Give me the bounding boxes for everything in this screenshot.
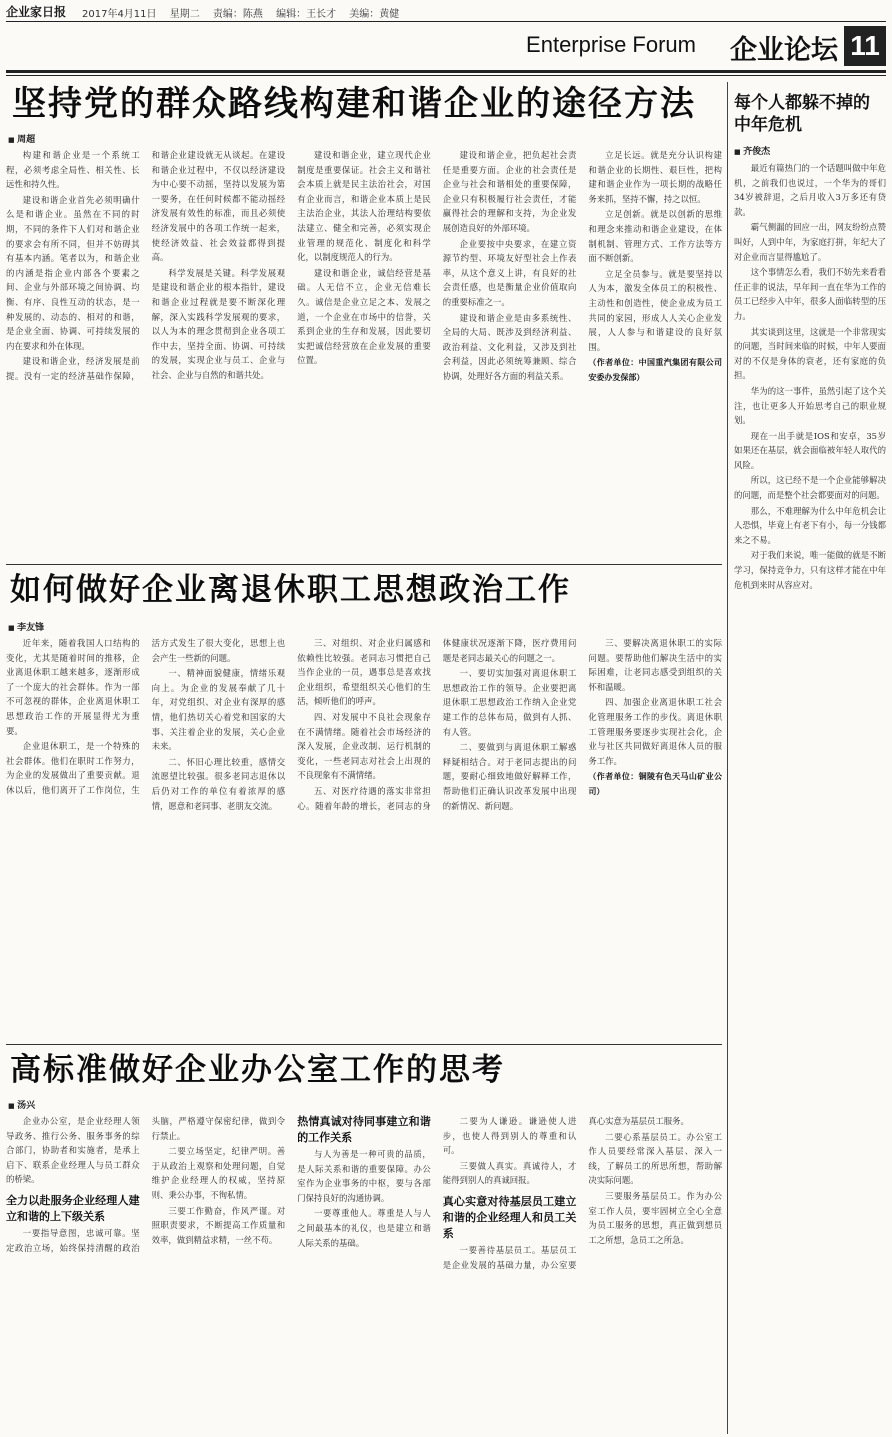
paragraph: 建设和谐企业，建立现代企业制度是重要保证。社会主义和谐社会本质上就是民主法治社会，对国有企业而言，和谐企业本质上是民主法治企业，其法人治理结构要依法建立、健全和完善，必须实现企业管理的规范化、制度化和科学化，以制度规范人的行为。 bbox=[297, 150, 431, 263]
paragraph: 建设和谐企业，经济发展是前提。没有一定的经济基础作保障，和谐企业建设就无从谈起。在建设和谐企业过程中，不仅以经济建设为中心要不动摇，坚持以发展为第一要务，在任何时候都不能动摇经济发展有效性的标准，而且必须使经济发展中的各项工作统一起来，使经济效益、社会效益都得到提高。 bbox=[6, 150, 286, 381]
issue-date: 2017年4月11日 bbox=[82, 9, 157, 20]
paragraph: 这个事情怎么看，我们不妨先来看看任正非的说法，早年间一直在华为工作的员工已经步入中年，很多人面临转型的压力。 bbox=[734, 267, 886, 321]
page-number: 11 bbox=[844, 26, 886, 66]
paragraph: 一要善待基层员工。基层员工是企业发展的基础力量，办公室要真心实意为基层员工服务。 bbox=[442, 1116, 689, 1270]
article-body bbox=[734, 161, 886, 593]
article-body bbox=[6, 636, 722, 1036]
typeset-label: 编辑：王长才 bbox=[276, 9, 337, 20]
article-office-work bbox=[6, 1050, 722, 1435]
paragraph: 霸气侧漏的回应一出，网友纷纷点赞叫好，人到中年，为家庭打拼，年纪大了对企业而言显得尴尬了。 bbox=[734, 222, 886, 262]
section-rule bbox=[6, 70, 886, 73]
paragraph: 科学发展是关键。科学发展观是建设和谐企业的根本指针，建设和谐企业过程就是要不断深化理解，深入实践科学发展观的要求，以人为本的理念贯彻到企业各项工作中去，坚持全面、协调、可持续的发展，实现企业与员工、企业与社会、企业与自然的和谐共处。 bbox=[151, 267, 286, 380]
section-title-chinese: 企业论坛 bbox=[730, 35, 838, 66]
paragraph: 企业办公室，是企业经理人领导政务、推行公务、服务事务的综合部门，协助者和实施者，是承上启下、联系企业经理人与员工群众的桥梁。 bbox=[6, 1116, 140, 1185]
paragraph: 三要做人真实。真诚待人，才能得到别人的真诚回报。 bbox=[442, 1160, 577, 1186]
article-body bbox=[6, 1114, 722, 1435]
article-headline: 如何做好企业离退休职工思想政治工作 bbox=[10, 572, 571, 608]
article-headline: 高标准做好企业办公室工作的思考 bbox=[10, 1052, 505, 1088]
top-rule bbox=[6, 21, 886, 22]
section-rule-thin bbox=[6, 75, 886, 76]
article-headline: 每个人都躲不掉的中年危机 bbox=[734, 93, 870, 135]
paper-name: 企业家日报 bbox=[6, 5, 67, 19]
article-midlife-crisis bbox=[734, 88, 886, 1434]
article-party-line bbox=[6, 82, 722, 560]
paragraph: 三、要解决离退休职工的实际问题。要帮助他们解决生活中的实际困难，让老同志感受到组织的关怀和温暖。 bbox=[588, 638, 722, 692]
paragraph: 一、精神面貌健康，情绪乐观向上。为企业的发展奉献了几十年，对党组织、对企业有深厚的感情，他们热切关心着党和国家的大事、关注着企业的发展，关心企业未来。 bbox=[151, 668, 286, 752]
art-label: 美编：黄健 bbox=[349, 9, 400, 20]
author-affiliation: （作者单位：中国重汽集团有限公司安委办发保部） bbox=[588, 357, 722, 382]
paragraph: 其实谈到这里，这就是一个非常现实的问题，当时间来临的时候，中年人要面对的不仅是身体的衰老，还有家庭的负担。 bbox=[734, 326, 886, 381]
paragraph: 三要工作勤奋，作风严谨。对照职责要求，不断提高工作质量和效率，做到精益求精，一丝不苟。 bbox=[151, 1205, 286, 1245]
paragraph: 与人为善是一种可贵的品质，是人际关系和谐的重要保障。办公室作为企业事务的中枢，要与各部门保持良好的沟通协调。 bbox=[297, 1149, 431, 1203]
paragraph: 立足长远。就是充分认识构建和谐企业的长期性、艰巨性，把构建和谐企业作为一项长期的战略任务来抓，坚持不懈，持之以恒。 bbox=[588, 150, 722, 204]
subheading: 全力以赴服务企业经理人建立和谐的上下级关系 bbox=[6, 1193, 140, 1223]
article-byline: ■ 汤兴 bbox=[8, 1098, 722, 1111]
editor-label: 责编：陈燕 bbox=[212, 9, 263, 20]
paragraph: 建设和谐企业，诚信经营是基础。人无信不立，企业无信难长久。诚信是企业立足之本、发展之道，一个企业在市场中的信誉，关系到企业的生存和发展，因此要切实把诚信经营放在企业发展的重要位置。 bbox=[297, 267, 431, 366]
paragraph: 二、要做到与离退休职工解惑释疑相结合。对于老同志提出的问题，要耐心细致地做好解释工作，帮助他们正确认识改革发展中出现的新情况、新问题。 bbox=[442, 742, 577, 811]
paragraph: 那么，不难理解为什么中年危机会让人恐惧，毕竟上有老下有小，每一分钱都来之不易。 bbox=[734, 505, 886, 545]
paragraph: 三要服务基层员工。作为办公室工作人员，要牢固树立全心全意为员工服务的思想，真正做到想员工之所想，急员工之所急。 bbox=[588, 1190, 722, 1245]
section-title-english: Enterprise Forum bbox=[526, 32, 696, 57]
article-retired-staff bbox=[6, 570, 722, 1040]
column-divider bbox=[727, 82, 728, 1434]
subheading: 热情真诚对待同事建立和谐的工作关系 bbox=[297, 1115, 431, 1144]
paragraph: 建设和谐企业首先必须明确什么是和谐企业。虽然在不同的时期，不同的条件下人们对和谐企业的要求会有所不同，但并不妨碍其有基本内涵。笔者以为，和谐企业的内涵是指企业内部各个要素之间、企业与外部环境之间协调、均衡、有序、良性互动的状态，是一种发展的、动态的、相对的和谐，是企业全面、协调、可持续发展的内在要求和外在体现。 bbox=[6, 194, 140, 351]
paragraph: 三、对组织、对企业归属感和依赖性比较强。老同志习惯把自己当作企业的一员，遇事总是喜欢找企业组织，希望组织关心他们的生活，倾听他们的呼声。 bbox=[297, 638, 431, 707]
article-byline: ■ 李友锋 bbox=[8, 620, 722, 633]
paragraph: 四、加强企业离退休职工社会化管理服务工作的步伐。离退休职工管理服务要逐步实现社会化，企业与社区共同做好离退休人员的服务工作。 bbox=[588, 697, 722, 766]
issue-weekday: 星期二 bbox=[169, 9, 200, 20]
paragraph: 企业要按中央要求，在建立资源节约型、环境友好型社会上作表率，从这个意义上讲，有良好的社会责任感，也是衡量企业价值取向的重要标准之一。 bbox=[442, 238, 577, 307]
article-byline: ■ 周超 bbox=[8, 132, 722, 145]
article-body bbox=[6, 148, 722, 548]
paragraph: 近年来，随着我国人口结构的变化，尤其是随着时间的推移，企业离退休职工越来越多，逐渐形成了一个庞大的社会群体。作为一部不可忽视的群体，企业离退休职工思想政治工作的开展显得尤为重要。 bbox=[6, 638, 140, 736]
article-headline: 坚持党的群众路线构建和谐企业的途径方法 bbox=[12, 84, 696, 124]
paragraph: 四、对发展中不良社会现象存在不满情绪。随着社会市场经济的深入发展，企业改制、运行机制的变化，一些老同志对社会上出现的不良现象有不满情绪。 bbox=[297, 711, 431, 781]
paragraph: 立足创新。就是以创新的思维和理念来推动和谐企业建设，在体制机制、管理方式、工作方法等方面不断创新。 bbox=[588, 209, 722, 264]
paragraph: 所以，这已经不是一个企业能够解决的问题，而是整个社会都要面对的问题。 bbox=[734, 475, 886, 501]
masthead-row bbox=[6, 2, 886, 20]
paragraph: 二要立场坚定，纪律严明。善于从政治上观察和处理问题，自觉维护企业经理人的权威，坚持原则、秉公办事，不徇私情。 bbox=[151, 1146, 286, 1200]
divider bbox=[6, 1044, 722, 1045]
paragraph: 企业退休职工，是一个特殊的社会群体。他们在职时工作努力，为企业的发展做出了重要贡献。退休以后，他们离开了工作岗位，生活方式发生了很大变化，思想上也会产生一些新的问题。 bbox=[6, 638, 286, 795]
paragraph: 华为的这一事件，虽然引起了这个关注，也让更多人开始思考自己的职业规划。 bbox=[734, 385, 886, 426]
issue-meta bbox=[82, 5, 409, 20]
paragraph: 立足全员参与。就是要坚持以人为本，激发全体员工的积极性、主动性和创造性，使企业成为员工共同的家园，形成人人关心企业发展，人人参与和谐建设的良好氛围。 bbox=[588, 268, 722, 352]
paragraph: 二要为人谦逊。谦逊使人进步，也使人得到别人的尊重和认可。 bbox=[442, 1116, 577, 1156]
paragraph: 现在一出手就是IOS和安卓，35岁如果还在基层，就会面临被年轻人取代的风险。 bbox=[734, 430, 886, 470]
paragraph: 一要指导意图，忠诚可靠。坚定政治立场，始终保持清醒的政治头脑，严格遵守保密纪律，做到令行禁止。 bbox=[6, 1116, 286, 1253]
paragraph: 二要心系基层员工。办公室工作人员要经常深入基层、深入一线，了解员工的所思所想，帮助解决实际问题。 bbox=[588, 1131, 722, 1186]
paragraph: 一、要切实加强对离退休职工思想政治工作的领导。企业要把离退休职工思想政治工作纳入企业党建工作的总体布局，做到有人抓、有人管。 bbox=[442, 668, 577, 737]
paragraph: 最近有篇热门的一个话题叫做中年危机，之前我们也说过，一个华为的哥们34岁被辞退，之后月收入3万多还有贷款。 bbox=[734, 163, 886, 217]
paragraph: 一要尊重他人。尊重是人与人之间最基本的礼仪，也是建立和谐人际关系的基础。 bbox=[297, 1208, 431, 1248]
paragraph: 建设和谐企业，把负起社会责任是重要方面。企业的社会责任是企业与社会和谐相处的重要保障，企业只有积极履行社会责任，才能赢得社会的理解和支持，为企业发展创造良好的外部环境。 bbox=[442, 150, 577, 233]
paragraph: 二、怀旧心理比较重，感情交流愿望比较强。很多老同志退休以后仍对工作的单位有着浓厚的感情，愿意和老同事、老朋友交流。 bbox=[151, 756, 286, 811]
paragraph: 构建和谐企业是一个系统工程，必须考虑全局性、相关性、长远性和持久性。 bbox=[6, 150, 140, 190]
section-banner bbox=[6, 26, 886, 66]
article-byline: ■ 齐俊杰 bbox=[734, 144, 886, 157]
paragraph: 对于我们来说，唯一能做的就是不断学习，保持竞争力，只有这样才能在中年危机到来时从容应对。 bbox=[734, 550, 886, 590]
divider bbox=[6, 564, 722, 565]
paragraph: 五、对医疗待遇的落实非常担心。随着年龄的增长，老同志的身体健康状况逐渐下降，医疗费用问题是老同志最关心的问题之一。 bbox=[297, 638, 577, 811]
author-affiliation: （作者单位：铜陵有色天马山矿业公司） bbox=[588, 771, 722, 796]
subheading: 真心实意对待基层员工建立和谐的企业经理人和员工关系 bbox=[442, 1194, 577, 1240]
paragraph: 建设和谐企业是由多系统性、全局的大局、既涉及到经济利益、政治利益、文化利益，又涉及到社会利益，因此必须统筹兼顾、综合协调，处理好各方面的利益关系。 bbox=[442, 312, 577, 381]
